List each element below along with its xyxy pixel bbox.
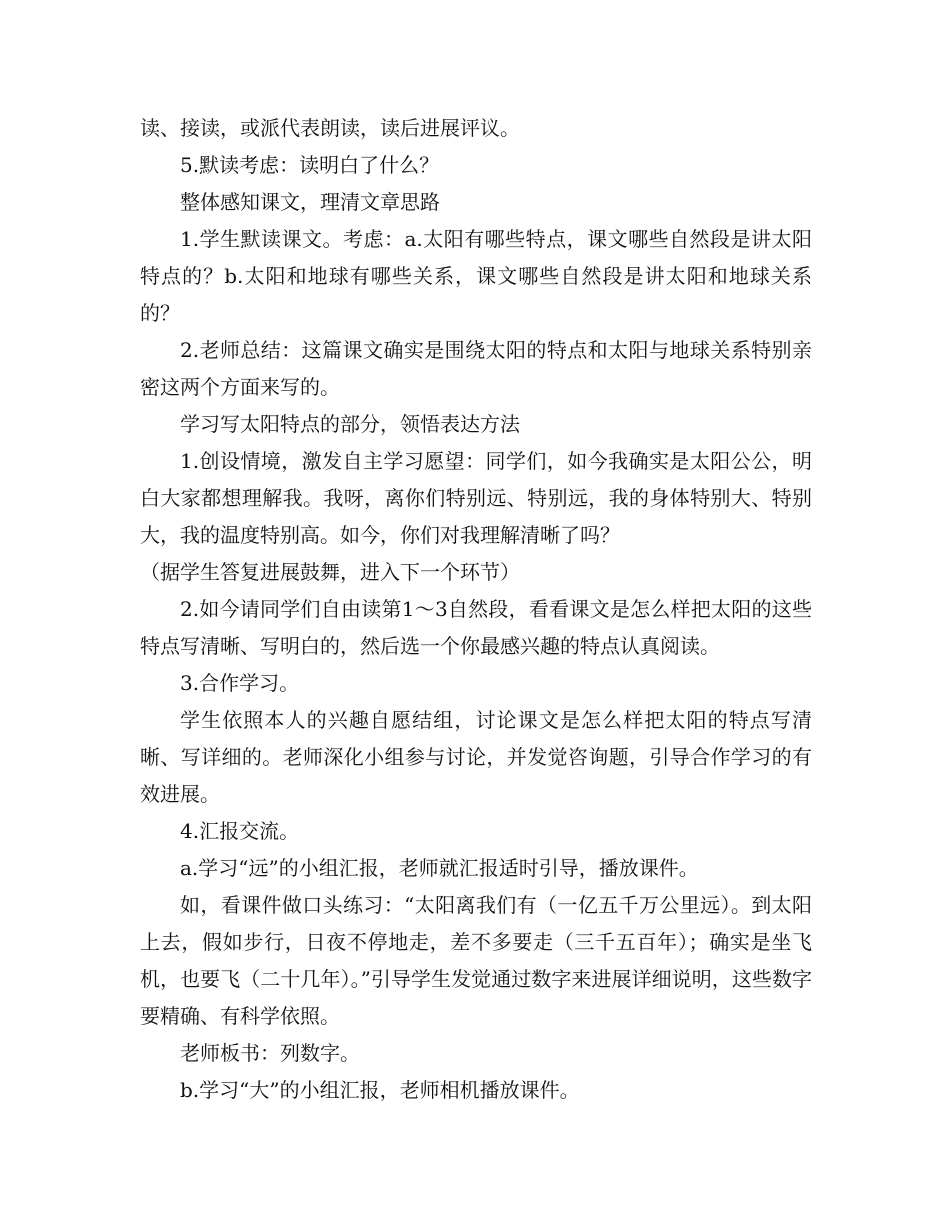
paragraph-oral-exercise: 如，看课件做口头练习：“太阳离我们有（一亿五千万公里远）。到太阳上去，假如步行，日夜不停地走，差不多要走（三千五百年）；确实是坐飞机，也要飞（二十几年）。”引导学生发觉通过数字来进展详细说明，这些数字要精确、有科学依照。: [140, 893, 812, 1028]
section-heading-sun-features: 学习写太阳特点的部分，领悟表达方法: [180, 412, 520, 436]
paragraph-free-reading: 2.如今请同学们自由读第1～3自然段，看看课文是怎么样把太阳的这些特点写清晰、写明白的，然后选一个你最感兴趣的特点认真阅读。: [140, 597, 812, 658]
paragraph-create-scenario: 1.创设情境，激发自主学习愿望：同学们，如今我确实是太阳公公，明白大家都想理解我。我呀，离你们特别远、特别远，我的身体特别大、特别大，我的温度特别高。如今，你们对我理解清晰了吗？: [140, 449, 812, 547]
paragraph-silent-reading: 1.学生默读课文。考虑：a.太阳有哪些特点，课文哪些自然段是讲太阳特点的？b.太阳和地球有哪些关系，课文哪些自然段是讲太阳和地球关系的？: [140, 227, 812, 325]
paragraph-group-discussion: 学生依照本人的兴趣自愿结组，讨论课文是怎么样把太阳的特点写清晰、写详细的。老师深化小组参与讨论，并发觉咨询题，引导合作学习的有效进展。: [140, 708, 812, 806]
paragraph-teacher-summary: 2.老师总结：这篇课文确实是围绕太阳的特点和太阳与地球关系特别亲密这两个方面来写的。: [140, 338, 812, 399]
paragraph-report-exchange: 4.汇报交流。: [180, 819, 300, 843]
paragraph-cooperative-learning: 3.合作学习。: [180, 671, 300, 695]
paragraph-continuation: 读、接读，或派代表朗读，读后进展评议。: [140, 116, 520, 140]
document-body: [140, 110, 812, 1109]
paragraph-board-writing: 老师板书：列数字。: [180, 1041, 360, 1065]
paragraph-big-group: b.学习“大”的小组汇报，老师相机播放课件。: [180, 1078, 580, 1102]
section-heading-overview: 整体感知课文，理清文章思路: [180, 190, 440, 214]
paragraph-far-group: a.学习“远”的小组汇报，老师就汇报适时引导，播放课件。: [180, 856, 699, 880]
paragraph-step-5: 5.默读考虑：读明白了什么？: [180, 153, 440, 177]
paragraph-encourage-note: （据学生答复进展鼓舞，进入下一个环节）: [140, 560, 520, 584]
